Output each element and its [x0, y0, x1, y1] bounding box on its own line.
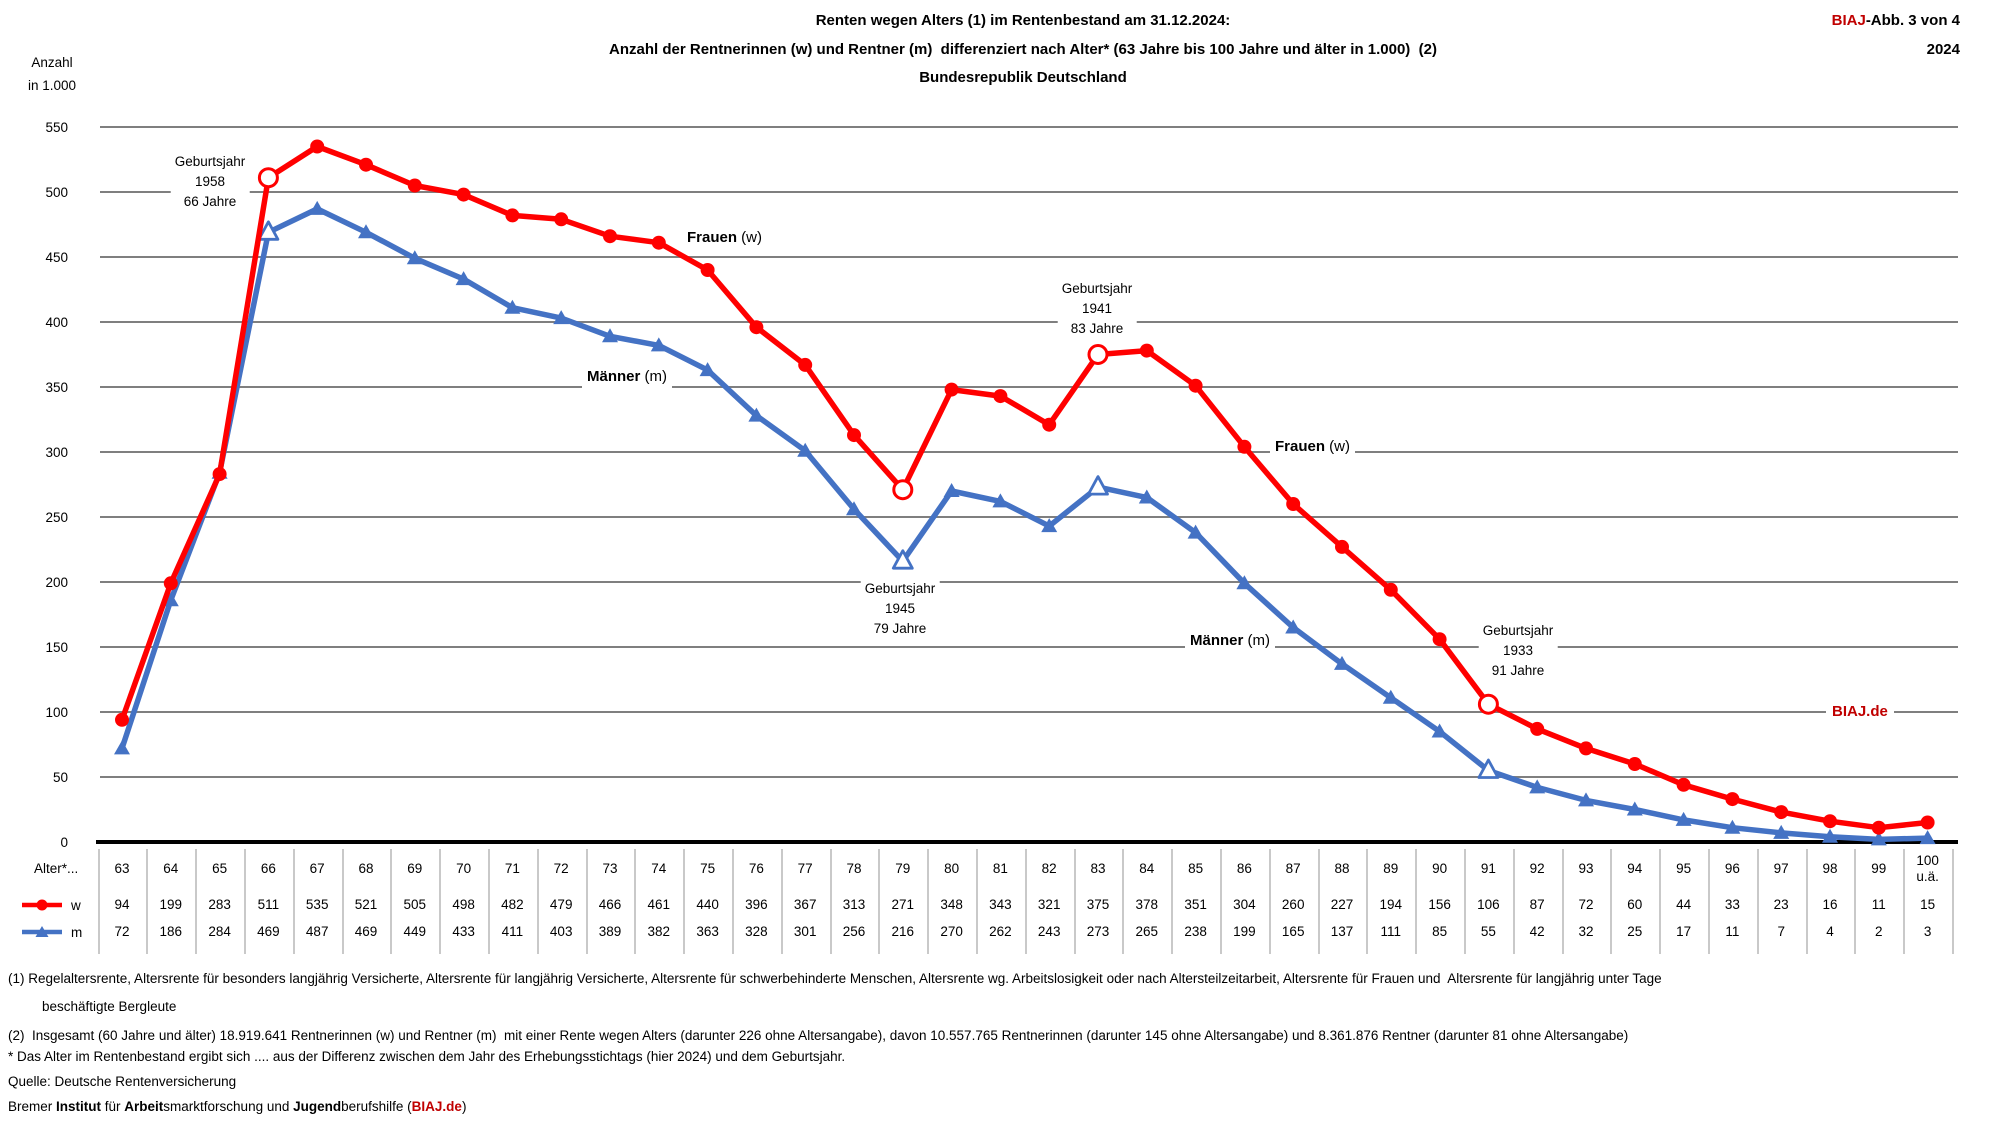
y-tick-label-450: 450 [45, 249, 68, 265]
value-cell-m-77: 301 [793, 924, 817, 939]
age-cell-97: 97 [1773, 861, 1789, 876]
y-tick-label-400: 400 [45, 314, 68, 330]
credit-segment: Institut [56, 1099, 102, 1114]
value-cell-w-68: 521 [354, 897, 378, 912]
y-tick-label-200: 200 [45, 574, 68, 590]
age-cell-73: 73 [602, 861, 618, 876]
value-cell-m-78: 256 [842, 924, 866, 939]
value-cell-w-91: 106 [1477, 897, 1500, 912]
value-cell-w-71: 482 [501, 897, 524, 912]
figure-reference-rest: -Abb. 3 von 4 [1865, 12, 1960, 29]
value-cell-w-87: 260 [1281, 897, 1305, 912]
age-cell-89: 89 [1383, 861, 1399, 876]
age-cell-67: 67 [309, 861, 325, 876]
figure-reference-year: 2024 [1926, 41, 1960, 58]
footnote-1-line-2: beschäftigte Bergleute [42, 999, 177, 1014]
value-cell-m-89: 111 [1380, 924, 1402, 939]
value-cell-w-76: 396 [745, 897, 768, 912]
value-cell-m-90: 85 [1432, 924, 1448, 939]
value-cell-m-97: 7 [1777, 924, 1785, 939]
series-label-maenner-lower: Männer (m) [1185, 629, 1275, 653]
annotation-geburtsjahr-1958: Geburtsjahr 1958 66 Jahre [171, 152, 250, 212]
value-cell-w-75: 440 [696, 897, 719, 912]
age-cell-65: 65 [212, 861, 228, 876]
value-cell-w-77: 367 [793, 897, 817, 912]
legend-m [20, 923, 82, 941]
value-cell-m-65: 284 [208, 924, 231, 939]
value-cell-w-63: 94 [114, 897, 130, 912]
annotation-geburtsjahr-1941: Geburtsjahr 1941 83 Jahre [1058, 279, 1137, 339]
value-cell-w-89: 194 [1379, 897, 1403, 912]
value-cell-m-91: 55 [1480, 924, 1496, 939]
y-axis-label-line-1: Anzahl [31, 55, 73, 70]
age-cell-66: 66 [260, 861, 276, 876]
credit-segment: smarktforschung und [163, 1099, 294, 1114]
value-cell-w-65: 283 [208, 897, 231, 912]
value-cell-w-73: 466 [598, 897, 622, 912]
series-label-maenner-upper: Männer (m) [582, 365, 672, 389]
value-cell-w-94: 60 [1627, 897, 1643, 912]
age-cell-82: 82 [1041, 861, 1057, 876]
value-cell-m-75: 363 [696, 924, 719, 939]
age-cell-76: 76 [748, 861, 764, 876]
biaj-brand-text: BIAJ [1831, 12, 1866, 29]
y-tick-label-500: 500 [45, 184, 68, 200]
legend-label-w: w [71, 897, 81, 913]
annotation-geburtsjahr-1945: Geburtsjahr 1945 79 Jahre [861, 579, 940, 639]
value-cell-w-100: 15 [1920, 897, 1936, 912]
credit-segment: Bremer [8, 1099, 57, 1114]
value-cell-m-80: 270 [940, 924, 963, 939]
value-cell-w-96: 33 [1724, 897, 1740, 912]
value-cell-w-85: 351 [1184, 897, 1207, 912]
value-cell-m-85: 238 [1184, 924, 1207, 939]
value-cell-m-84: 265 [1135, 924, 1159, 939]
age-cell-100: 100 u.ä. [1916, 853, 1939, 884]
age-cell-98: 98 [1822, 861, 1838, 876]
value-cell-w-99: 11 [1871, 897, 1886, 912]
value-cell-w-64: 199 [159, 897, 183, 912]
value-cell-m-92: 42 [1529, 924, 1545, 939]
age-cell-86: 86 [1236, 861, 1252, 876]
value-cell-m-100: 3 [1923, 924, 1932, 939]
triangle-legend-icon [20, 924, 64, 940]
value-cell-m-79: 216 [891, 924, 915, 939]
y-tick-label-150: 150 [45, 639, 68, 655]
value-cell-m-66: 469 [257, 924, 280, 939]
credit-segment: Arbeit [124, 1099, 164, 1114]
series-label-frauen-lower: Frauen (w) [1270, 435, 1355, 459]
value-cell-w-69: 505 [403, 897, 427, 912]
credit-segment: BIAJ.de [411, 1099, 462, 1114]
value-cell-w-86: 304 [1233, 897, 1256, 912]
table-column-separator [1952, 849, 1954, 954]
age-cell-69: 69 [407, 861, 423, 876]
value-cell-w-95: 44 [1676, 897, 1692, 912]
chart-title-line-3: Bundesrepublik Deutschland [919, 69, 1127, 86]
age-cell-71: 71 [504, 861, 520, 876]
age-cell-90: 90 [1432, 861, 1448, 876]
value-cell-w-84: 378 [1135, 897, 1159, 912]
value-cell-m-96: 11 [1725, 924, 1740, 939]
value-cell-w-90: 156 [1428, 897, 1451, 912]
value-cell-m-67: 487 [305, 924, 329, 939]
footnote-1-line-1: (1) Regelaltersrente, Altersrente für besonders langjährig Versicherte, Altersrente für langjährig Versicherte, Altersrente für schwerbehinderte Menschen, Altersrente wg. Arbeitslosigkeit oder nach Altersteilzeitarbeit, Altersrente für Frauen und Altersrente für langjährig unter Tage [8, 971, 1662, 986]
y-tick-label-300: 300 [45, 444, 68, 460]
value-cell-m-93: 32 [1578, 924, 1594, 939]
age-cell-64: 64 [163, 861, 179, 876]
age-cell-94: 94 [1627, 861, 1643, 876]
value-cell-w-98: 16 [1822, 897, 1838, 912]
value-cell-m-69: 449 [403, 924, 427, 939]
y-tick-label-0: 0 [60, 834, 68, 850]
value-cell-m-68: 469 [354, 924, 378, 939]
credit-segment: berufshilfe ( [341, 1099, 412, 1114]
value-cell-m-99: 2 [1875, 924, 1883, 939]
value-cell-m-86: 199 [1233, 924, 1256, 939]
value-cell-w-83: 375 [1086, 897, 1110, 912]
age-cell-80: 80 [944, 861, 960, 876]
age-cell-91: 91 [1480, 861, 1496, 876]
circle-legend-icon [20, 897, 64, 913]
value-cell-m-64: 186 [159, 924, 183, 939]
series-label-frauen-upper: Frauen (w) [682, 226, 767, 250]
age-cell-99: 99 [1871, 861, 1887, 876]
value-cell-w-72: 479 [549, 897, 573, 912]
age-cell-87: 87 [1285, 861, 1301, 876]
credit-segment: ) [461, 1099, 467, 1114]
age-cell-83: 83 [1090, 861, 1106, 876]
source-note: Quelle: Deutsche Rentenversicherung [8, 1074, 237, 1089]
value-cell-w-79: 271 [891, 897, 915, 912]
age-cell-72: 72 [553, 861, 569, 876]
value-cell-m-95: 17 [1676, 924, 1692, 939]
age-cell-88: 88 [1334, 861, 1350, 876]
value-cell-m-63: 72 [114, 924, 130, 939]
age-cell-81: 81 [992, 861, 1008, 876]
y-tick-label-550: 550 [45, 119, 68, 135]
value-cell-m-94: 25 [1627, 924, 1643, 939]
legend-w [20, 896, 81, 914]
age-cell-70: 70 [456, 861, 472, 876]
chart-title-line-2: Anzahl der Rentnerinnen (w) und Rentner (m) differenziert nach Alter* (63 Jahre bis 100 Jahre und älter in 1.000) (2) [609, 41, 1437, 58]
footnote-asterisk: * Das Alter im Rentenbestand ergibt sich .... aus der Differenz zwischen dem Jahr des Erhebungsstichtags (hier 2024) und dem Geburtsjahr. [8, 1049, 846, 1064]
y-tick-label-250: 250 [45, 509, 68, 525]
value-cell-m-87: 165 [1281, 924, 1305, 939]
age-cell-96: 96 [1724, 861, 1740, 876]
value-cell-w-88: 227 [1330, 897, 1354, 912]
annotation-geburtsjahr-1933: Geburtsjahr 1933 91 Jahre [1479, 621, 1558, 681]
age-cell-84: 84 [1139, 861, 1155, 876]
age-cell-68: 68 [358, 861, 374, 876]
age-cell-79: 79 [895, 861, 911, 876]
y-tick-label-50: 50 [52, 769, 68, 785]
age-cell-77: 77 [797, 861, 813, 876]
credit-segment: für [101, 1099, 125, 1114]
value-cell-m-81: 262 [989, 924, 1012, 939]
value-cell-m-70: 433 [452, 924, 475, 939]
value-cell-w-66: 511 [257, 897, 280, 912]
y-tick-label-100: 100 [45, 704, 68, 720]
chart-title-line-1: Renten wegen Alters (1) im Rentenbestand am 31.12.2024: [815, 12, 1231, 29]
value-cell-m-74: 382 [647, 924, 671, 939]
age-cell-92: 92 [1529, 861, 1545, 876]
value-cell-m-82: 243 [1037, 924, 1061, 939]
value-cell-w-82: 321 [1037, 897, 1061, 912]
age-cell-75: 75 [700, 861, 716, 876]
table-row-header-alter: Alter*... [34, 861, 79, 876]
value-cell-m-71: 411 [501, 924, 524, 939]
age-cell-95: 95 [1676, 861, 1692, 876]
legend-label-m: m [71, 924, 83, 940]
value-cell-w-80: 348 [940, 897, 963, 912]
value-cell-w-78: 313 [842, 897, 866, 912]
footnote-2: (2) Insgesamt (60 Jahre und älter) 18.919.641 Rentnerinnen (w) und Rentner (m) mit einer Rente wegen Alters (darunter 226 ohne Altersangabe), davon 10.557.765 Rentnerinnen (darunter 145 ohne Altersangabe) und 8.361.876 Rentner (darunter 81 ohne Altersangabe) [8, 1028, 1629, 1043]
age-cell-93: 93 [1578, 861, 1594, 876]
value-cell-m-72: 403 [549, 924, 573, 939]
age-cell-74: 74 [651, 861, 667, 876]
value-cell-w-67: 535 [305, 897, 329, 912]
value-cell-w-97: 23 [1773, 897, 1789, 912]
value-cell-m-98: 4 [1826, 924, 1834, 939]
credit-segment: Jugend [293, 1099, 342, 1114]
value-cell-m-73: 389 [598, 924, 622, 939]
value-cell-w-74: 461 [647, 897, 671, 912]
y-tick-label-350: 350 [45, 379, 68, 395]
y-axis-label-line-2: in 1.000 [27, 78, 77, 93]
biaj-watermark: BIAJ.de [1826, 700, 1894, 724]
value-cell-w-81: 343 [989, 897, 1012, 912]
value-cell-w-92: 87 [1529, 897, 1545, 912]
value-cell-m-83: 273 [1086, 924, 1110, 939]
value-cell-m-88: 137 [1330, 924, 1354, 939]
value-cell-w-93: 72 [1578, 897, 1594, 912]
value-cell-w-70: 498 [452, 897, 475, 912]
age-cell-78: 78 [846, 861, 862, 876]
value-cell-m-76: 328 [745, 924, 768, 939]
age-cell-85: 85 [1188, 861, 1204, 876]
age-cell-63: 63 [114, 861, 130, 876]
